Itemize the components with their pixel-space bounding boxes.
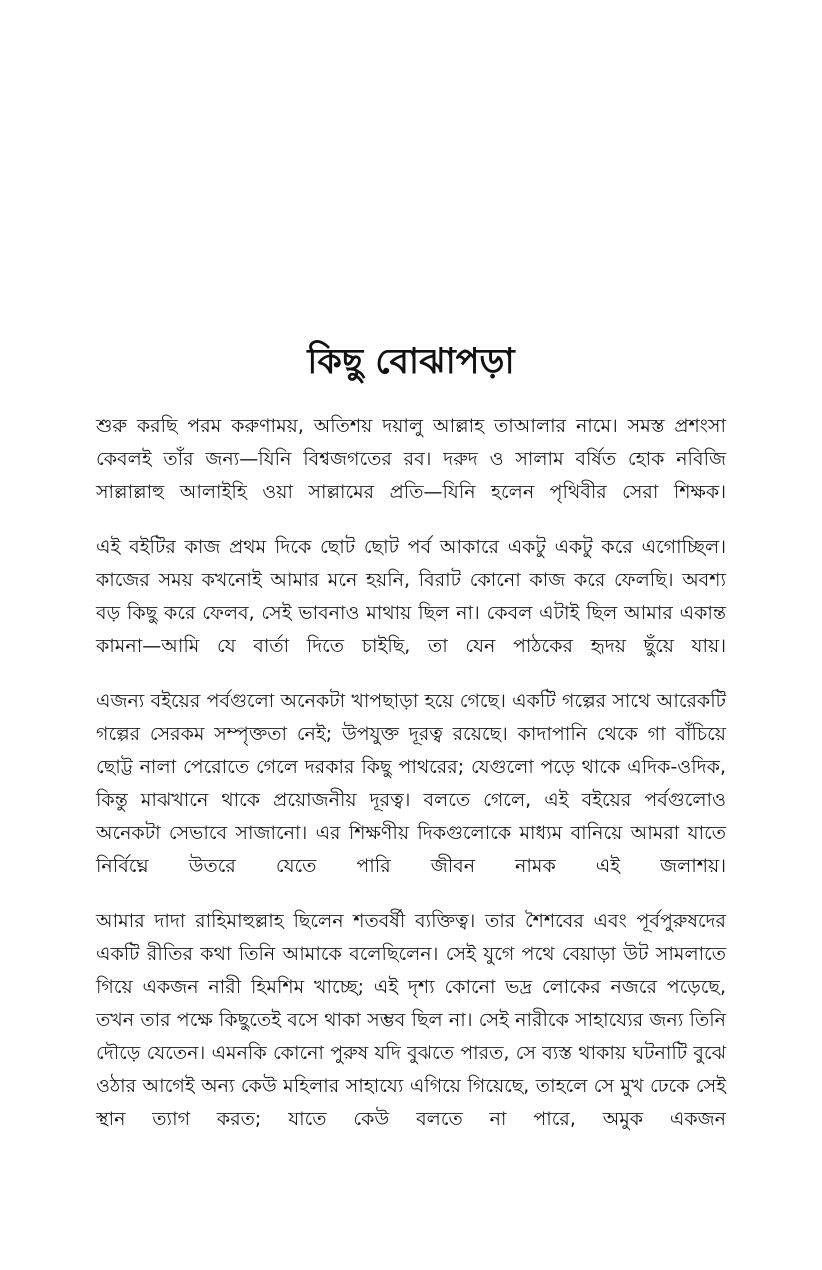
body-text — [96, 410, 726, 1158]
paragraph-grandfather-story: আমার দাদা রাহিমাহুল্লাহ ছিলেন শতবর্ষী ব্যক্তিত্ব। তার শৈশবের এবং পূর্বপুরুষদের একটি রীতির কথা তিনি আমাকে বলেছিলেন। সেই যুগে পথে বেয়াড়া উট সামলাতে গিয়ে একজন নারী হিমশিম খাচ্ছে; এই দৃশ্য কোনো ভদ্র লোকের নজরে পড়েছে, তখন তার পক্ষে কিছুতেই বসে থাকা সম্ভব ছিল না। সেই নারীকে সাহায্যের জন্য তিনি দৌড়ে যেতেন। এমনকি কোনো পুরুষ যদি বুঝতে পারত, সে ব্যস্ত থাকায় ঘটনাটি বুঝে ওঠার আগেই অন্য কেউ মহিলার সাহায্যে এগিয়ে গিয়েছে, তাহলে সে মুখ ঢেকে সেই স্থান ত্যাগ করত; যাতে কেউ বলতে না পারে, অমুক একজন — [96, 910, 726, 1130]
paragraph-book-origin: এই বইটির কাজ প্রথম দিকে ছোট ছোট পর্ব আকারে একটু একটু করে এগোচ্ছিল। কাজের সময় কখনোই আমার মনে হয়নি, বিরাট কোনো কাজ করে ফেলছি। অবশ্য বড় কিছু করে ফেলব, সেই ভাবনাও মাথায় ছিল না। কেবল এটাই ছিল আমার একান্ত কামনা—আমি যে বার্তা দিতে চাইছি, তা যেন পাঠকের হৃদয় ছুঁয়ে যায়। — [96, 536, 726, 657]
chapter-title: কিছু বোঝাপড়া — [307, 342, 515, 382]
paragraph-book-structure: এজন্য বইয়ের পর্বগুলো অনেকটা খাপছাড়া হয়ে গেছে। একটি গল্পের সাথে আরেকটি গল্পের সেরকম সম্পৃক্ততা নেই; উপযুক্ত দূরত্ব রয়েছে। কাদাপানি থেকে গা বাঁচিয়ে ছোট্ট নালা পেরোতে গেলে দরকার কিছু পাথরের; যেগুলো পড়ে থাকে এদিক-ওদিক, কিন্তু মাঝখানে থাকে প্রয়োজনীয় দূরত্ব। বলতে গেলে, এই বইয়ের পর্বগুলোও অনেকটা সেভাবে সাজানো। এর শিক্ষণীয় দিকগুলোকে মাধ্যম বানিয়ে আমরা যাতে নির্বিঘ্নে উতরে যেতে পারি জীবন নামক এই জলাশয়। — [96, 690, 726, 877]
paragraph-opening: শুরু করছি পরম করুণাময়, অতিশয় দয়ালু আল্লাহ তাআলার নামে। সমস্ত প্রশংসা কেবলই তাঁর জন্য—যিনি বিশ্বজগতের রব। দরুদ ও সালাম বর্ষিত হোক নবিজি সাল্লাল্লাহু আলাইহি ওয়া সাল্লামের প্রতি—যিনি হলেন পৃথিবীর সেরা শিক্ষক। — [96, 415, 726, 503]
